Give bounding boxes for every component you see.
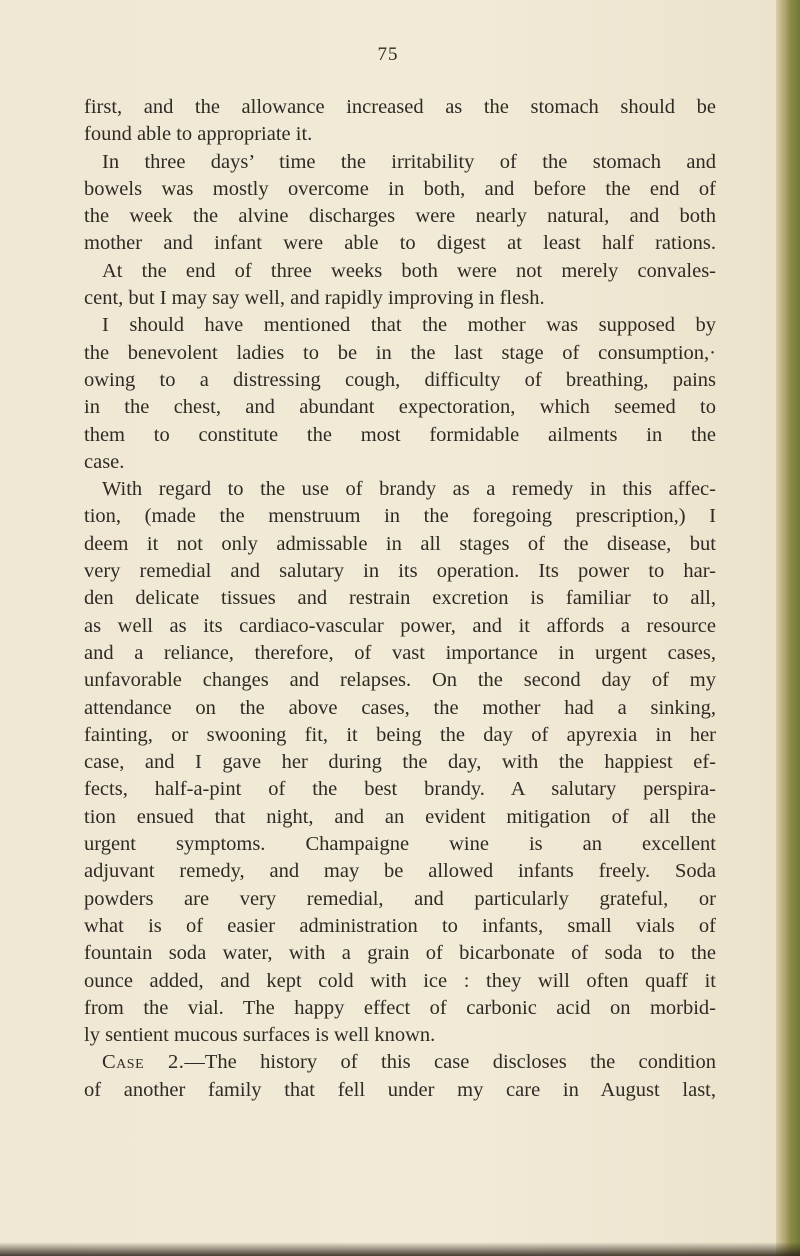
text-line: I should have mentioned that the mother was supposed by	[102, 314, 716, 337]
text-line: den delicate tissues and restrain excretion is familiar to all,	[84, 587, 716, 610]
text-line: unfavorable changes and relapses. On the second day of my	[84, 669, 716, 692]
text-line: attendance on the above cases, the mother had a sinking,	[84, 696, 716, 719]
text-line: tion ensued that night, and an evident mitigation of all the	[84, 805, 716, 828]
text-line: found able to appropriate it.	[84, 123, 313, 146]
text-line: bowels was mostly overcome in both, and before the end of	[84, 177, 716, 200]
text-line: them to constitute the most formidable ailments in the	[84, 423, 716, 446]
page-bottom-shadow	[0, 1242, 800, 1256]
text-line: cent, but I may say well, and rapidly improving in flesh.	[84, 287, 545, 310]
text-line: urgent symptoms. Champaigne wine is an excellent	[84, 833, 716, 856]
text-line: ounce added, and kept cold with ice : they will often quaff it	[84, 969, 716, 992]
text-line: At the end of three weeks both were not merely convales-	[102, 259, 716, 282]
text-line: deem it not only admissable in all stages of the disease, but	[84, 532, 716, 555]
text-line: ly sentient mucous surfaces is well known.	[84, 1024, 436, 1047]
text-line: the benevolent ladies to be in the last stage of consumption,·	[84, 341, 716, 364]
body-text	[84, 94, 716, 1104]
text-line: mother and infant were able to digest at least half rations.	[84, 232, 716, 255]
case-label: Case 2.	[102, 1051, 185, 1074]
text-line: fects, half-a-pint of the best brandy. A salutary perspira-	[84, 778, 716, 801]
text-line: case, and I gave her during the day, with the happiest ef-	[84, 751, 716, 774]
text-line-final: of another family that fell under my care in August last,	[84, 1078, 716, 1101]
text-line: powders are very remedial, and particularly grateful, or	[84, 887, 716, 910]
text-line: In three days’ time the irritability of the stomach and	[102, 150, 716, 173]
text-line: tion, (made the menstruum in the foregoing prescription,) I	[84, 505, 716, 528]
text-line: and a reliance, therefore, of vast importance in urgent cases,	[84, 641, 716, 664]
text-lines	[84, 94, 716, 1049]
text-line: first, and the allowance increased as the stomach should be	[84, 96, 716, 118]
page-number: 75	[377, 44, 399, 65]
text-line: case.	[84, 450, 125, 473]
text-line: what is of easier administration to infants, small vials of	[84, 914, 716, 937]
book-binding-edge	[776, 0, 800, 1256]
text-line: fountain soda water, with a grain of bicarbonate of soda to the	[84, 942, 716, 965]
text-line: With regard to the use of brandy as a remedy in this affec-	[102, 478, 716, 501]
text-line: as well as its cardiaco-vascular power, and it affords a resource	[84, 614, 716, 637]
text-line-case-2	[84, 1049, 716, 1076]
text-line: the week the alvine discharges were nearly natural, and both	[84, 205, 716, 228]
text-line: owing to a distressing cough, difficulty of breathing, pains	[84, 368, 716, 391]
case-line-text: —The history of this case discloses the condition	[184, 1051, 716, 1074]
text-line: fainting, or swooning fit, it being the day of apyrexia in her	[84, 723, 716, 746]
text-line: in the chest, and abundant expectoration, which seemed to	[84, 396, 716, 419]
text-line: from the vial. The happy effect of carbonic acid on morbid-	[84, 996, 716, 1019]
text-line: adjuvant remedy, and may be allowed infants freely. Soda	[84, 860, 716, 883]
text-line: very remedial and salutary in its operation. Its power to har-	[84, 560, 716, 583]
